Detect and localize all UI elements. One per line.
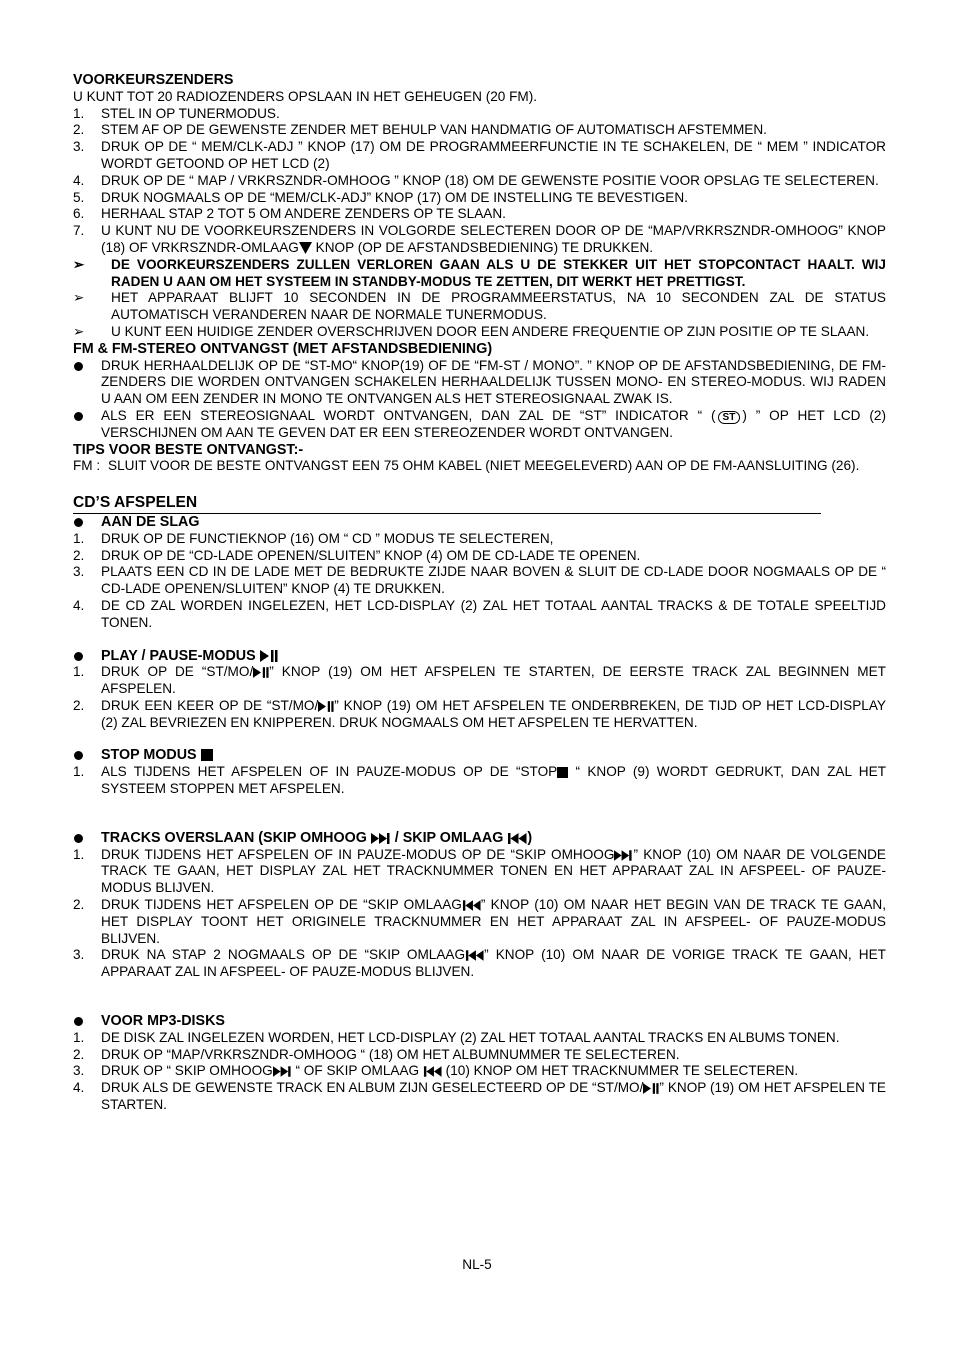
play-pause-icon [253, 667, 269, 678]
list-item: 3. PLAATS EEN CD IN DE LADE MET DE BEDRUKTE ZIJDE NAAR BOVEN & SLUIT DE CD-LADE DOOR NOGMAALS OP DE “ CD-LADE OPENEN/SLUITEN” KNOP (4) TE DRUKKEN. [73, 564, 886, 597]
st-indicator-icon: ST [718, 411, 741, 424]
list-item: 2. DRUK OP DE “CD-LADE OPENEN/SLUITEN” KNOP (4) OM DE CD-LADE TE OPENEN. [73, 547, 641, 563]
list-item: 2. DRUK TIJDENS HET AFSPELEN OP DE “SKIP OMLAAG ” KNOP (10) OM NAAR HET BEGIN VAN DE TRACK TE GAAN, HET DISPLAY TOONT HET ORIGINELE TRACKNUMMER EN HET APPARAAT ZAL IN AFSPEEL- OF PAUZE-MODUS BLIJVEN. [73, 897, 887, 946]
play-pause-icon [643, 1083, 659, 1094]
bullet-icon [74, 518, 83, 527]
list-item: 2. DRUK EEN KEER OP DE “ST/MO/ ” KNOP (19) OM HET AFSPELEN TE ONDERBREKEN, DE TIJD OP HET LCD-DISPLAY (2) ZAL BEVRIEZEN EN KNIPPEREN. DRUK NOGMAALS OM HET AFSPELEN TE HERVATTEN. [73, 697, 886, 730]
stop-heading: STOP MODUS [73, 747, 886, 764]
presets-intro: U KUNT TOT 20 RADIOZENDERS OPSLAAN IN HET GEHEUGEN (20 FM). [73, 88, 538, 104]
skip-back-icon [423, 1066, 442, 1077]
fm-heading: FM & FM-STEREO ONTVANGST (MET AFSTANDSBEDIENING) [73, 340, 493, 357]
start-heading: AAN DE SLAG [73, 514, 886, 531]
list-item: 3. DRUK OP DE “ MEM/CLK-ADJ ” KNOP (17) OM DE PROGRAMMEERFUNCTIE IN TE SCHAKELEN, DE “ MEM ” INDICATOR WORDT GETOOND OP HET LCD (2) [73, 139, 886, 171]
list-item: 1. DRUK OP DE FUNCTIEKNOP (16) OM “ CD ” MODUS TE SELECTEREN, [73, 530, 554, 546]
play-pause-icon [318, 701, 334, 712]
list-item: 2. DRUK OP “MAP/VRKRSZNDR-OMHOOG “ (18) OM HET ALBUMNUMMER TE SELECTEREN. [73, 1046, 680, 1062]
mp3-heading: VOOR MP3-DISKS [73, 1013, 886, 1030]
bullet-icon [74, 751, 83, 760]
list-item: 4. DE CD ZAL WORDEN INGELEZEN, HET LCD-DISPLAY (2) ZAL HET TOTAAL AANTAL TRACKS & DE TOTALE SPEELTIJD TONEN. [73, 597, 886, 630]
list-item: 2. STEM AF OP DE GEWENSTE ZENDER MET BEHULP VAN HANDMATIG OF AUTOMATISCH AFSTEMMEN. [73, 122, 767, 138]
bullet-item: ALS ER EEN STEREOSIGNAAL WORDT ONTVANGEN, DAN ZAL DE “ST” INDICATOR “ ( ST ) ” OP HET LCD (2) VERSCHIJNEN OM AAN TE GEVEN DAT ER EEN STEREOZENDER WORDT ONTVANGEN. [73, 408, 886, 442]
list-item: 1. ALS TIJDENS HET AFSPELEN OF IN PAUZE-MODUS OP DE “STOP “ KNOP (9) WORDT GEDRUKT, DAN ZAL HET SYSTEEM STOPPEN MET AFSPELEN. [73, 764, 886, 797]
skip-forward-icon [614, 850, 633, 861]
skip-heading: TRACKS OVERSLAAN (SKIP OMHOOG / SKIP OMLAAG ) [73, 830, 886, 847]
stop-icon [557, 767, 568, 778]
list-item: 5. DRUK NOGMAALS OP DE “MEM/CLK-ADJ” KNOP (17) OM DE INSTELLING TE BEVESTIGEN. [73, 189, 688, 205]
note-item: ➢ HET APPARAAT BLIJFT 10 SECONDEN IN DE PROGRAMMEERSTATUS, NA 10 SECONDEN ZAL DE STATUS AUTOMATISCH VERANDEREN NAAR DE NORMALE TUNERMODUS. [73, 290, 886, 323]
skip-forward-icon [371, 833, 391, 844]
play-heading: PLAY / PAUSE-MODUS [73, 648, 886, 665]
tips-heading: TIPS VOOR BESTE ONTVANGST:- [73, 441, 304, 458]
down-triangle-icon [299, 241, 312, 254]
page-number: NL-5 [462, 1257, 492, 1272]
list-item: 3. DRUK OP “ SKIP OMHOOG “ OF SKIP OMLAAG (10) KNOP OM HET TRACKNUMMER TE SELECTEREN. [73, 1063, 799, 1079]
list-item: 6. HERHAAL STAP 2 TOT 5 OM ANDERE ZENDERS OP TE SLAAN. [73, 206, 506, 222]
list-item: 1. STEL IN OP TUNERMODUS. [73, 105, 280, 121]
list-item: 4. DRUK ALS DE GEWENSTE TRACK EN ALBUM ZIJN GESELECTEERD OP DE “ST/MO/ ” KNOP (19) OM HET AFSPELEN TE STARTEN. [73, 1080, 886, 1113]
bullet-icon [74, 1017, 83, 1026]
tips-text: FM : SLUIT VOOR DE BESTE ONTVANGST EEN 75 OHM KABEL (NIET MEEGELEVERD) AAN OP DE FM-AANSLUITING (26). [73, 458, 860, 474]
list-item: 7. U KUNT NU DE VOORKEURSZENDERS IN VOLGORDE SELECTEREN DOOR OP DE “MAP/VRKRSZNDR-OMHOOG” KNOP (18) OF VRKRSZNDR-OMLAAG KNOP (OP DE AFSTANDSBEDIENING) TE DRUKKEN. [73, 223, 886, 255]
list-item: 1. DE DISK ZAL INGELEZEN WORDEN, HET LCD-DISPLAY (2) ZAL HET TOTAAL AANTAL TRACKS EN ALBUMS TONEN. [73, 1029, 840, 1045]
cd-section-heading: CD’S AFSPELEN [73, 495, 821, 514]
skip-back-icon [462, 900, 481, 911]
note-item: ➢ DE VOORKEURSZENDERS ZULLEN VERLOREN GAAN ALS U DE STEKKER UIT HET STOPCONTACT HAALT. WIJ RADEN U AAN OM HET SYSTEEM IN STANDBY-MODUS TE ZETTEN, DIT WERKT HET PRETTIGST. [73, 256, 886, 289]
presets-heading: VOORKEURSZENDERS [73, 72, 234, 88]
skip-back-icon [507, 833, 527, 844]
note-item: ➢ U KUNT EEN HUIDIGE ZENDER OVERSCHRIJVEN DOOR EEN ANDERE FREQUENTIE OP ZIJN POSITIE OP TE SLAAN. [73, 323, 870, 339]
list-item: 1. DRUK OP DE “ST/MO/ ” KNOP (19) OM HET AFSPELEN TE STARTEN, DE EERSTE TRACK ZAL BEGINNEN MET AFSPELEN. [73, 664, 886, 697]
list-item: 4. DRUK OP DE “ MAP / VRKRSZNDR-OMHOOG ” KNOP (18) OM DE GEWENSTE POSITIE VOOR OPSLAG TE SELECTEREN. [73, 172, 879, 188]
bullet-item: DRUK HERHAALDELIJK OP DE “ST-MO“ KNOP(19) OF DE “FM-ST / MONO”. ” KNOP OP DE AFSTANDSBEDIENING, DE FM-ZENDERS DIE WORDEN ONTVANGEN SCHAKELEN HERHAALDELIJK TUSSEN MONO- EN STEREO-MODUS. WIJ RADEN U AAN OM EEN ZENDER IN MONO TE ONTVANGEN ALS HET STEREOSIGNAAL ZWAK IS. [73, 358, 886, 408]
list-item: 3. DRUK NA STAP 2 NOGMAALS OP DE “SKIP OMLAAG ” KNOP (10) OM NAAR DE VORIGE TRACK TE GAAN, HET APPARAAT ZAL IN AFSPEEL- OF PAUZE-MODUS BLIJVEN. [73, 947, 886, 980]
bullet-icon [74, 834, 83, 843]
skip-forward-icon [273, 1066, 292, 1077]
bullet-icon [74, 652, 83, 661]
skip-back-icon [465, 950, 484, 961]
bullet-icon [74, 362, 83, 371]
bullet-icon [74, 412, 83, 421]
play-pause-icon [260, 650, 278, 662]
manual-page [73, 72, 886, 1114]
list-item: 1. DRUK TIJDENS HET AFSPELEN OF IN PAUZE-MODUS OP DE “SKIP OMHOOG ” KNOP (10) OM NAAR DE VOLGENDE TRACK TE GAAN, HET DISPLAY ZAL HET TRACKNUMMER TONEN EN HET APPARAAT ZAL IN AFSPEEL- OF PAUZE-MODUS BLIJVEN. [73, 846, 886, 896]
stop-icon [201, 749, 213, 761]
